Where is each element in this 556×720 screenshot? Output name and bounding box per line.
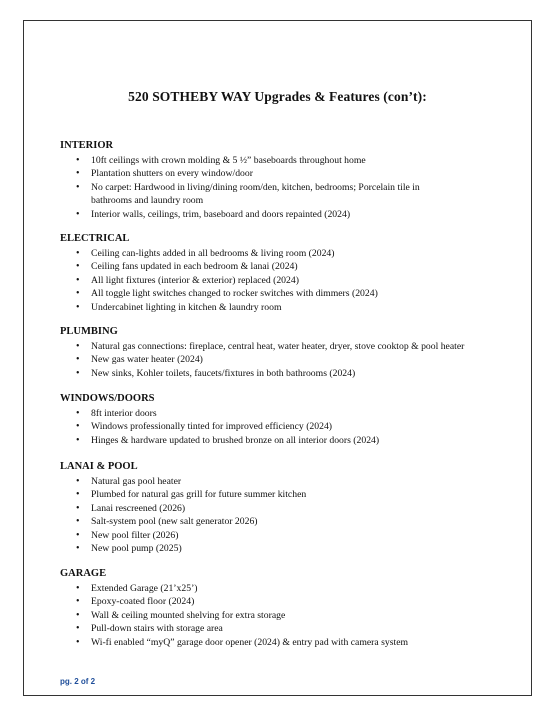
section-heading: GARAGE <box>60 568 107 579</box>
bullet-list <box>60 154 520 221</box>
section-heading: INTERIOR <box>60 140 114 151</box>
list-item: • Natural gas pool heater <box>60 475 520 488</box>
bullet-list <box>60 247 520 314</box>
list-item: • All light fixtures (interior & exterior) replaced (2024) <box>60 274 520 287</box>
list-item: • All toggle light switches changed to rocker switches with dimmers (2024) <box>60 287 520 300</box>
list-item: • Plumbed for natural gas grill for future summer kitchen <box>60 488 520 501</box>
page-number: pg. 2 of 2 <box>60 677 96 686</box>
bullet-list <box>60 407 520 447</box>
list-item: • 10ft ceilings with crown molding & 5 ½” baseboards throughout home <box>60 154 520 167</box>
list-item: • Ceiling fans updated in each bedroom & lanai (2024) <box>60 260 520 273</box>
list-item: • Windows professionally tinted for improved efficiency (2024) <box>60 420 520 433</box>
list-item: • Interior walls, ceilings, trim, baseboard and doors repainted (2024) <box>60 208 520 221</box>
list-item: bathrooms and laundry room <box>91 195 204 207</box>
list-item: • Lanai rescreened (2026) <box>60 502 520 515</box>
section-heading: ELECTRICAL <box>60 233 130 244</box>
section-heading: PLUMBING <box>60 326 118 337</box>
section-lanai-pool <box>60 460 520 555</box>
list-item: • Wall & ceiling mounted shelving for extra storage <box>60 609 520 622</box>
list-item: • Epoxy-coated floor (2024) <box>60 595 520 608</box>
list-item: • New pool pump (2025) <box>60 542 520 555</box>
bullet-list <box>60 582 520 649</box>
section-windows-doors <box>60 392 520 447</box>
section-plumbing <box>60 325 520 380</box>
list-item: • Ceiling can-lights added in all bedrooms & living room (2024) <box>60 247 520 260</box>
section-garage <box>60 567 520 649</box>
document-page <box>23 20 532 696</box>
section-heading: WINDOWS/DOORS <box>60 393 155 404</box>
list-item: • New gas water heater (2024) <box>60 353 520 366</box>
list-item: • New pool filter (2026) <box>60 529 520 542</box>
list-item: • Natural gas connections: fireplace, central heat, water heater, dryer, stove cooktop & pool heater <box>60 340 520 353</box>
list-item: • Salt-system pool (new salt generator 2026) <box>60 515 520 528</box>
list-item: • Extended Garage (21’x25’) <box>60 582 520 595</box>
list-item: • Hinges & hardware updated to brushed bronze on all interior doors (2024) <box>60 434 520 447</box>
page-title: 520 SOTHEBY WAY Upgrades & Features (con’t): <box>128 89 427 104</box>
list-item: • No carpet: Hardwood in living/dining room/den, kitchen, bedrooms; Porcelain tile in <box>60 181 520 194</box>
section-electrical <box>60 232 520 314</box>
section-interior <box>60 139 520 221</box>
list-item: • Pull-down stairs with storage area <box>60 622 520 635</box>
list-item: • Wi-fi enabled “myQ” garage door opener (2024) & entry pad with camera system <box>60 636 520 649</box>
section-heading: LANAI & POOL <box>60 461 138 472</box>
bullet-list <box>60 340 520 380</box>
list-item: • New sinks, Kohler toilets, faucets/fixtures in both bathrooms (2024) <box>60 367 520 380</box>
list-item: • Plantation shutters on every window/door <box>60 167 520 180</box>
list-item: • Undercabinet lighting in kitchen & laundry room <box>60 301 520 314</box>
list-item: • 8ft interior doors <box>60 407 520 420</box>
bullet-list <box>60 475 520 555</box>
